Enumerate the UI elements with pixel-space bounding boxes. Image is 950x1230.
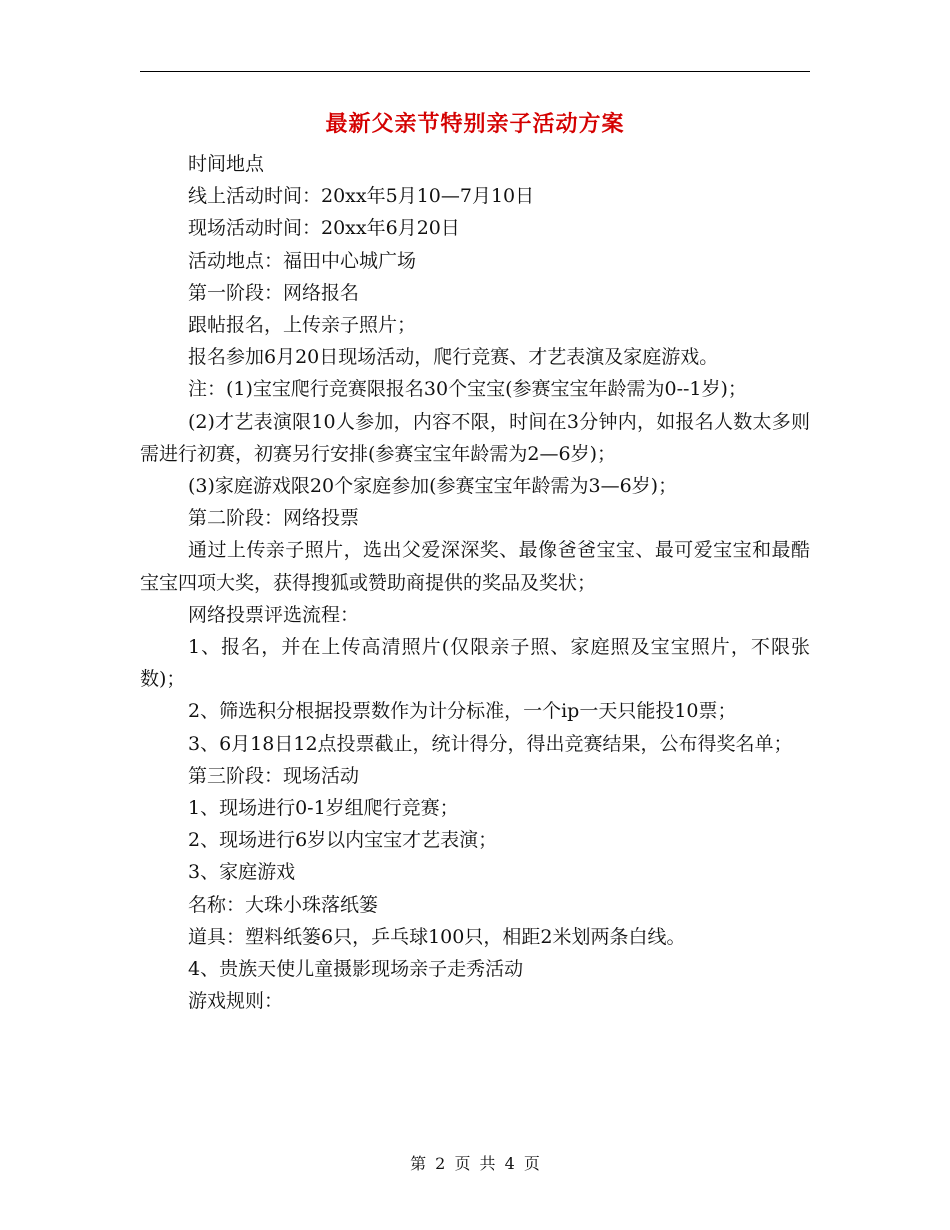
header-rule [140,71,810,72]
paragraph: (2)才艺表演限10人参加，内容不限，时间在3分钟内，如报名人数太多则需进行初赛，初赛另行安排(参赛宝宝年龄需为2—6岁)； [140,410,810,465]
paragraph: 活动地点：福田中心城广场 [188,249,417,272]
paragraph: 第一阶段：网络报名 [188,281,360,304]
paragraph: 2、筛选积分根据投票数作为计分标准，一个ip一天只能投10票； [188,700,737,723]
paragraph: 注：(1)宝宝爬行竞赛限报名30个宝宝(参赛宝宝年龄需为0--1岁)； [188,378,747,401]
paragraph: 2、现场进行6岁以内宝宝才艺表演； [188,829,498,852]
paragraph: 报名参加6月20日现场活动，爬行竞赛、才艺表演及家庭游戏。 [188,346,719,369]
document-body [140,148,810,1017]
paragraph: 3、6月18日12点投票截止，统计得分，得出竞赛结果，公布得奖名单； [188,732,793,755]
paragraph: 4、贵族天使儿童摄影现场亲子走秀活动 [188,958,524,981]
page-number-footer: 第 2 页 共 4 页 [410,1154,540,1173]
paragraph: 现场活动时间：20xx年6月20日 [188,217,460,240]
paragraph: (3)家庭游戏限20个家庭参加(参赛宝宝年龄需为3—6岁)； [188,475,678,498]
paragraph: 第二阶段：网络投票 [188,507,360,530]
document-title: 最新父亲节特别亲子活动方案 [325,111,625,137]
paragraph: 名称：大珠小珠落纸篓 [188,893,379,916]
paragraph: 1、报名，并在上传高清照片(仅限亲子照、家庭照及宝宝照片，不限张数)； [140,636,810,691]
paragraph: 3、家庭游戏 [188,861,296,884]
paragraph: 网络投票评选流程： [188,603,360,626]
paragraph: 游戏规则： [188,990,284,1013]
paragraph: 跟帖报名，上传亲子照片； [188,314,417,337]
paragraph: 时间地点 [188,153,265,175]
paragraph: 道具：塑料纸篓6只，乒乓球100只，相距2米划两条白线。 [188,925,686,948]
paragraph: 线上活动时间：20xx年5月10—7月10日 [188,185,535,208]
paragraph: 第三阶段：现场活动 [188,764,360,787]
paragraph: 通过上传亲子照片，选出父爱深深奖、最像爸爸宝宝、最可爱宝宝和最酷宝宝四项大奖，获得搜狐或赞助商提供的奖品及奖状； [140,539,810,594]
paragraph: 1、现场进行0-1岁组爬行竞赛； [188,797,459,820]
